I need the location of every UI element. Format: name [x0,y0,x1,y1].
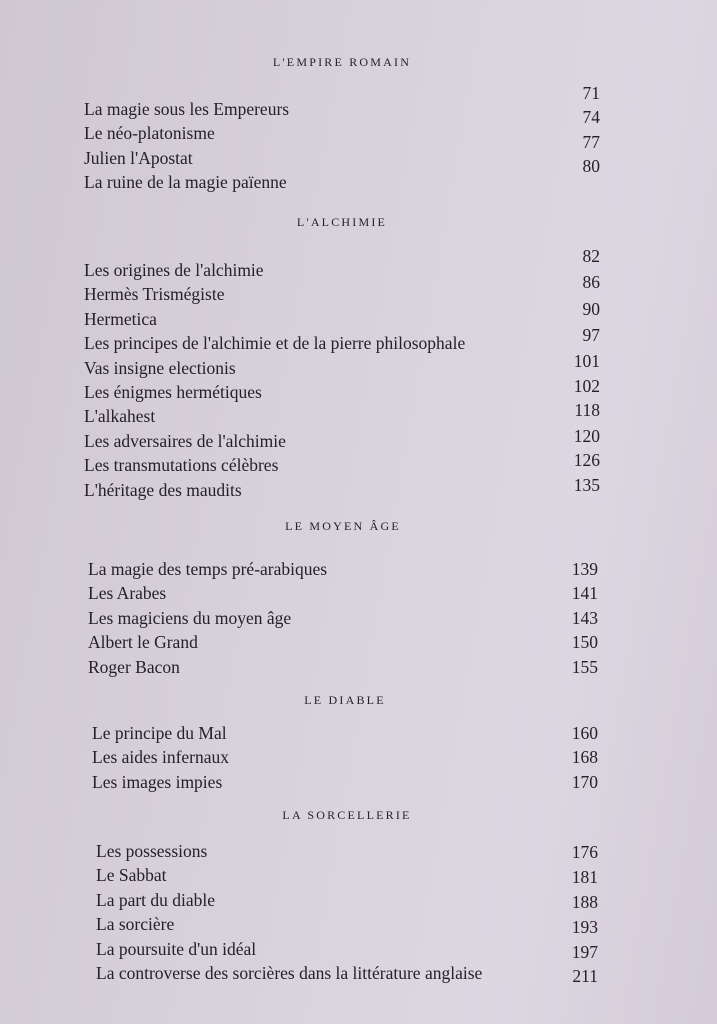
toc-entry [96,865,598,889]
toc-section-sorcellerie [96,805,598,987]
toc-entry [96,939,598,963]
entry-title: Les origines de l'alchimie [84,260,264,280]
toc-entry [92,723,598,747]
entry-page-number: 181 [571,867,598,888]
entry-title: Les transmutations célèbres [84,455,279,476]
entry-page-number: 150 [571,632,598,653]
entry-page-number: 80 [582,156,600,177]
entry-list [96,841,598,987]
entry-title: L'héritage des maudits [84,479,242,500]
toc-entry [84,425,600,455]
entry-title: La poursuite d'un idéal [96,938,257,959]
entry-title: Roger Bacon [88,656,180,677]
entry-page-number: 143 [571,607,598,628]
entry-list [92,723,598,796]
toc-entry [84,272,600,308]
toc-entry [84,350,600,382]
entry-title: La sorcière [96,914,175,935]
entry-page-number: 188 [571,891,598,912]
entry-title: Les magiciens du moyen âge [88,607,292,628]
toc-entry [84,325,600,357]
entry-list [88,559,598,681]
toc-section-alchimie [84,212,600,504]
entry-title: Hermès Trismégiste [84,284,225,305]
entry-title: Les adversaires de l'alchimie [84,430,286,451]
toc-section-moyen-age [88,516,598,681]
entry-page-number: 71 [582,83,600,103]
entry-page-number: 155 [571,656,598,677]
entry-page-number: 168 [571,747,598,768]
section-heading: LE MOYEN ÂGE [285,519,401,533]
toc-entry [84,83,600,123]
entry-page-number: 74 [582,107,600,128]
entry-page-number: 126 [573,450,600,471]
toc-section-diable [92,690,598,796]
entry-title: La magie sous les Empereurs [84,99,290,119]
entry-page-number: 139 [571,559,598,579]
entry-title: Les aides infernaux [92,747,230,768]
toc-entry [92,772,598,796]
toc-section-empire-romain [84,52,600,197]
toc-entry [92,747,598,771]
toc-entry [96,841,598,865]
entry-page-number: 101 [573,350,600,371]
entry-page-number: 86 [582,272,600,293]
entry-title: Les principes de l'alchimie et de la pierre philosophale [84,333,466,354]
toc-entry [96,890,598,914]
entry-list [84,83,600,197]
toc-entry [96,914,598,938]
entry-title: Le principe du Mal [92,723,227,743]
toc-entry [96,963,598,987]
entry-title: Julien l'Apostat [84,147,193,168]
entry-title: Le néo-platonisme [84,123,215,144]
entry-title: Les images impies [92,771,223,792]
toc-entry [84,298,600,333]
section-heading: L'EMPIRE ROMAIN [272,55,412,69]
toc-entry [84,375,600,406]
entry-page-number: 97 [582,325,600,346]
section-heading: LA SORCELLERIE [282,808,412,822]
entry-title: Le Sabbat [96,865,167,886]
entry-title: Les possessions [96,841,208,861]
entry-list [84,246,600,504]
entry-title: La controverse des sorcières dans la littérature anglaise [96,962,483,983]
entry-title: Les énigmes hermétiques [84,381,262,402]
entry-title: La part du diable [96,889,216,910]
entry-title: Albert le Grand [88,632,198,653]
entry-title: La ruine de la magie païenne [84,172,287,193]
entry-title: Les Arabes [88,583,167,604]
entry-page-number: 77 [582,131,600,152]
section-heading: L'ALCHIMIE [296,215,388,229]
entry-page-number: 160 [571,723,598,743]
entry-page-number: 197 [571,941,598,962]
entry-page-number: 141 [571,583,598,604]
toc-entry [88,632,598,656]
toc-entry [88,608,598,632]
entry-title: La magie des temps pré-arabiques [88,559,328,579]
toc-entry [84,450,600,479]
entry-page-number: 118 [574,400,600,421]
entry-page-number: 176 [571,842,598,862]
entry-page-number: 102 [573,375,600,396]
entry-page-number: 120 [573,425,600,446]
entry-page-number: 193 [571,917,598,938]
entry-title: L'alkahest [84,406,156,427]
entry-page-number: 170 [571,771,598,792]
toc-entry [88,657,598,681]
toc-entry [84,400,600,430]
entry-title: Hermetica [84,308,157,329]
entry-title: Vas insigne electionis [84,357,236,378]
toc-entry [84,474,600,504]
toc-entry [88,559,598,583]
section-heading: LE DIABLE [304,693,386,707]
entry-page-number: 211 [572,965,598,986]
toc-entry [84,246,600,284]
entry-page-number: 82 [582,246,600,266]
entry-page-number: 135 [573,474,600,495]
toc-entry [88,583,598,607]
entry-page-number: 90 [582,298,600,319]
